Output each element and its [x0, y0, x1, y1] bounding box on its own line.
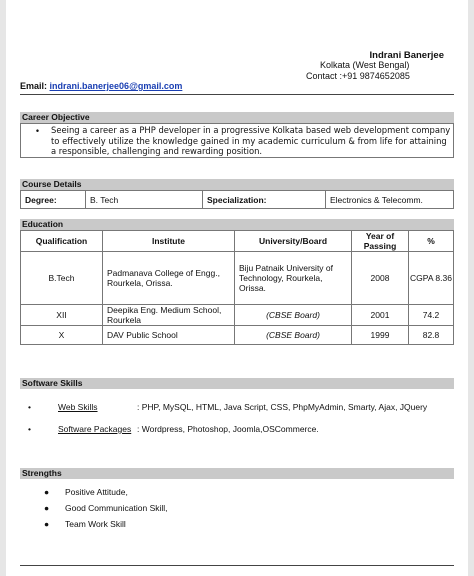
strength-text: Positive Attitude,: [65, 487, 128, 497]
objective-bullet: •: [35, 126, 40, 136]
row-percent: CGPA 8.36: [409, 252, 454, 305]
email-link[interactable]: indrani.banerjee06@gmail.com: [49, 81, 183, 91]
row-institute: Deepika Eng. Medium School, Rourkela: [103, 305, 235, 326]
strength-text: Good Communication Skill,: [65, 503, 168, 513]
degree-value: B. Tech: [86, 191, 203, 209]
row-percent: 74.2: [409, 305, 454, 326]
degree-label: Degree:: [21, 191, 86, 209]
objective-text: Seeing a career as a PHP developer in a progressive Kolkata based web development company to effectively utilize the knowledge gained in my academic curriculum & from life for attaining a responsible, challenging and rewarding position.: [51, 125, 451, 156]
col-qualification: Qualification: [21, 231, 103, 252]
skills-heading: Software Skills: [20, 378, 454, 389]
col-institute: Institute: [103, 231, 235, 252]
education-heading: Education: [20, 219, 454, 230]
row-institute: Padmanava College of Engg., Rourkela, Orissa.: [103, 252, 235, 305]
skill-label: Software Packages: [58, 424, 132, 434]
col-percent: %: [409, 231, 454, 252]
strength-bullet: ●: [44, 503, 50, 513]
header-divider: [20, 94, 454, 95]
email-label: Email:: [20, 81, 48, 91]
row-year: 1999: [352, 326, 409, 345]
row-qualification: XII: [21, 305, 103, 326]
row-year: 2008: [352, 252, 409, 305]
skill-label: Web Skills: [58, 402, 98, 412]
row-board: (CBSE Board): [235, 326, 352, 345]
table-row: [21, 305, 454, 326]
skill-value: : PHP, MySQL, HTML, Java Script, CSS, PhpMyAdmin, Smarty, Ajax, JQuery: [137, 402, 428, 412]
education-table: [20, 230, 454, 345]
table-row: [21, 326, 454, 345]
col-year: Year of Passing: [352, 231, 409, 252]
course-heading: Course Details: [20, 179, 454, 190]
row-percent: 82.8: [409, 326, 454, 345]
objective-heading: Career Objective: [20, 112, 454, 123]
email-row: [20, 81, 182, 91]
row-year: 2001: [352, 305, 409, 326]
skill-value: : Wordpress, Photoshop, Joomla,OSCommerce.: [137, 424, 319, 434]
specialization-value: Electronics & Telecomm.: [326, 191, 454, 209]
education-header-row: [21, 231, 454, 252]
row-qualification: B.Tech: [21, 252, 103, 305]
strengths-heading: Strengths: [20, 468, 454, 479]
candidate-phone: Contact :+91 9874652085: [306, 71, 410, 81]
row-board: (CBSE Board): [235, 305, 352, 326]
footer-divider: [20, 565, 454, 566]
row-institute: DAV Public School: [103, 326, 235, 345]
row-board: Biju Patnaik University of Technology, Rourkela, Orissa.: [235, 252, 352, 305]
row-qualification: X: [21, 326, 103, 345]
skill-bullet: •: [28, 402, 31, 412]
strength-bullet: ●: [44, 487, 50, 497]
candidate-name: Indrani Banerjee: [369, 50, 444, 61]
table-row: [21, 252, 454, 305]
candidate-city: Kolkata (West Bengal): [320, 60, 410, 70]
strength-text: Team Work Skill: [65, 519, 126, 529]
course-table: [20, 190, 454, 209]
specialization-label: Specialization:: [203, 191, 326, 209]
strength-bullet: ●: [44, 519, 50, 529]
resume-page: [6, 0, 468, 576]
skill-bullet: •: [28, 424, 31, 434]
objective-box: [20, 123, 454, 158]
col-university: University/Board: [235, 231, 352, 252]
